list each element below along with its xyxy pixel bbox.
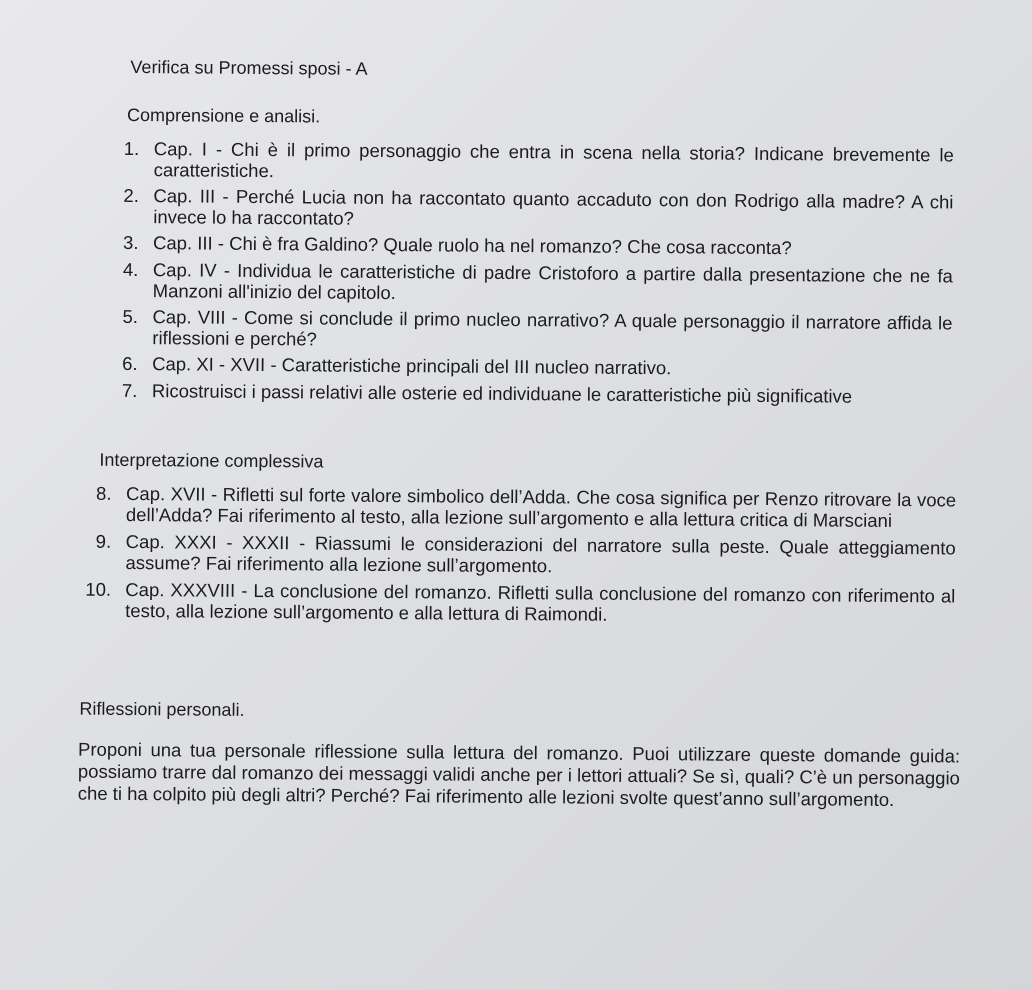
question-number: 9. bbox=[95, 530, 112, 552]
question-item-10 bbox=[85, 578, 956, 628]
question-item-9 bbox=[95, 530, 956, 580]
question-text: Cap. XXXVIII - La conclusione del romanzo. Rifletti sulla conclusione del romanzo con riferimento al testo, alla lezione sull’argomento e alla lettura di Raimondi. bbox=[125, 578, 956, 625]
question-text: Cap. VIII - Come si conclude il primo nucleo narrativo? A quale personaggio il narratore affida le riflessioni e perché? bbox=[152, 306, 953, 350]
question-number: 1. bbox=[123, 137, 140, 160]
question-number: 5. bbox=[122, 305, 139, 328]
question-text: Cap. XI - XVII - Caratteristiche principali del III nucleo narrativo. bbox=[152, 353, 672, 379]
section-heading-riflessioni: Riflessioni personali. bbox=[79, 698, 245, 720]
question-item-5 bbox=[122, 305, 953, 354]
question-number: 3. bbox=[123, 231, 139, 254]
question-number: 7. bbox=[121, 379, 138, 402]
question-item-6 bbox=[122, 352, 952, 380]
question-number: 6. bbox=[122, 352, 138, 375]
question-text: Cap. III - Chi è fra Galdino? Quale ruolo ha nel romanzo? Che cosa racconta? bbox=[153, 232, 792, 259]
question-item-1 bbox=[123, 137, 954, 186]
question-item-4 bbox=[122, 258, 953, 307]
question-text: Cap. III - Perché Lucia non ha raccontato quanto accaduto con don Rodrigo alla madre? A chi invece lo ha raccontato? bbox=[153, 185, 954, 229]
question-item-8 bbox=[96, 482, 957, 532]
section-heading-interpretazione: Interpretazione complessiva bbox=[99, 449, 324, 472]
question-text: Cap. I - Chi è il primo personaggio che entra in scena nella storia? Indicane brevemente le caratteristiche. bbox=[153, 138, 954, 182]
question-text: Cap. XVII - Rifletti sul forte valore simbolico dell’Adda. Che cosa significa per Renzo ritrovare la voce dell’Adda? Fai riferimento al testo, alla lezione sull’argomento e alla lettura critica di Marsciani bbox=[125, 482, 957, 531]
document-title: Verifica su Promessi sposi - A bbox=[130, 56, 368, 79]
question-number: 10. bbox=[85, 578, 112, 600]
question-item-3 bbox=[123, 231, 953, 259]
question-list-comprensione bbox=[121, 137, 954, 413]
question-number: 8. bbox=[96, 482, 112, 504]
question-number: 2. bbox=[123, 184, 139, 207]
question-list-interpretazione bbox=[85, 482, 957, 634]
question-text: Ricostruisci i passi relativi alle osterie ed individuane le caratteristiche più significative bbox=[151, 380, 853, 407]
question-text: Cap. IV - Individua le caratteristiche di padre Cristoforo a partire dalla presentazione che ne fa Manzoni all'inizio del capitolo. bbox=[152, 259, 953, 304]
section-heading-comprensione: Comprensione e analisi. bbox=[127, 104, 321, 127]
reflection-paragraph: Proponi una tua personale riflessione sulla lettura del romanzo. Puoi utilizzare queste domande guida: possiamo trarre dal romanzo dei messaggi validi anche per i lettori attuali? Se sì, quali? C’è un personaggio che ti ha colpito più degli altri? Perché? Fai riferimento alle lezioni svolte quest’anno sull’argomento. bbox=[77, 738, 961, 810]
question-item-2 bbox=[123, 184, 954, 233]
question-item-7 bbox=[121, 379, 952, 407]
question-number: 4. bbox=[122, 258, 139, 281]
question-text: Cap. XXXI - XXXII - Riassumi le considerazioni del narratore sulla peste. Quale atteggiamento assume? Fai riferimento alla lezione sull’argomento. bbox=[125, 530, 956, 577]
